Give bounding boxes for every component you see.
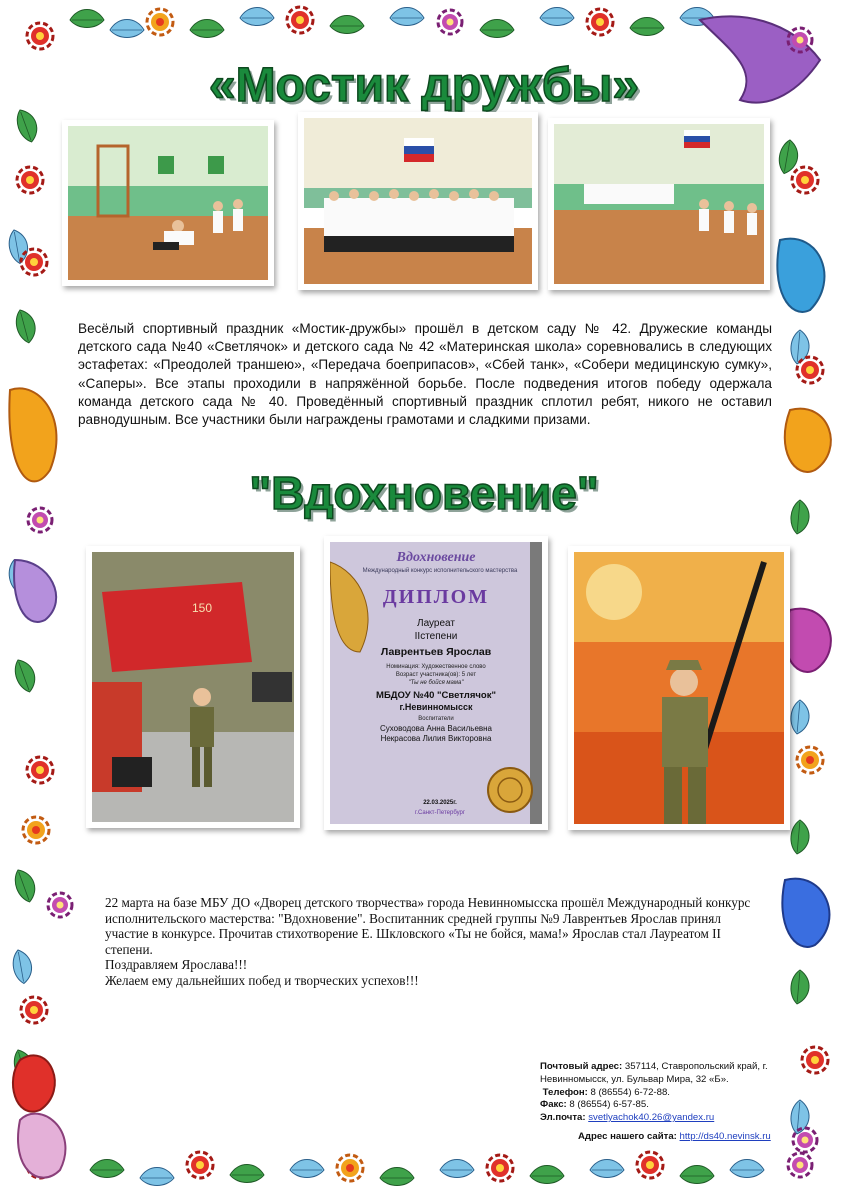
diploma-place: г.Санкт-Петербург bbox=[414, 810, 466, 816]
diploma-subheader: Международный конкурс исполнительского мастерства bbox=[362, 568, 518, 574]
postal-value: 357114, Ставропольский край, г. Невинномысск, ул. Бульвар Мира, 32 «Б». bbox=[540, 1061, 768, 1085]
article-text-vdokhnovenie bbox=[105, 895, 755, 989]
photo-teams-group bbox=[298, 112, 538, 290]
diploma-photo bbox=[324, 536, 548, 830]
postal-label: Почтовый адрес: bbox=[540, 1061, 623, 1072]
fax-label: Факс: bbox=[540, 1099, 567, 1111]
email-label: Эл.почта: bbox=[540, 1112, 586, 1124]
fax bbox=[540, 1099, 780, 1112]
diploma-degree-1: Лауреат bbox=[417, 618, 455, 629]
photo-relay-1 bbox=[62, 120, 274, 286]
title-vdokhnovenie: "Вдохновение" bbox=[249, 467, 599, 519]
svg-text:150: 150 bbox=[192, 601, 213, 615]
postal-address bbox=[540, 1061, 780, 1087]
contacts-block bbox=[540, 1061, 780, 1142]
paragraph2-wishes: Желаем ему дальнейших побед и творческих успехов!!! bbox=[105, 972, 419, 988]
diploma-city: г.Невинномысск bbox=[399, 702, 473, 712]
article-text-mostik: Весёлый спортивный праздник «Мостик-дружбы» прошёл в детском саду № 42. Дружеские команды детского сада №40 «Светлячок» и детского сада № 42 «Материнская школа» соревновались в следующих эстафетах: «Преодолей траншею», «Передача боеприпасов», «Сбей танк», «Собери медицинскую сумку», «Саперы». Все этапы проходили в напряжённой борьбе. После подведения итогов победу одержала команда детского сада № 40. Проведённый спортивный праздник сплотил ребят, никого не оставил равнодушным. Все участники были награждены грамотами и сладкими призами. bbox=[78, 321, 772, 428]
diploma-teacher-1: Суховодова Анна Васильевна bbox=[379, 724, 493, 733]
site-label: Адрес нашего сайта: bbox=[578, 1131, 677, 1142]
photo-boy-stage bbox=[568, 546, 790, 830]
fax-value: 8 (86554) 6-57-85. bbox=[569, 1099, 649, 1111]
diploma-header: Вдохновение bbox=[396, 550, 476, 565]
diploma-poem: "Ты не бойся мама" bbox=[408, 680, 464, 686]
email bbox=[540, 1112, 780, 1125]
site-link[interactable]: http://ds40.nevinsk.ru bbox=[679, 1131, 771, 1142]
paragraph2-congrats: Поздравляем Ярослава!!! bbox=[105, 957, 248, 973]
diploma-teacher-2: Некрасова Лилия Викторовна bbox=[380, 734, 492, 743]
title-mostik-druzhby: «Мостик дружбы» bbox=[208, 59, 640, 112]
diploma-age: Возраст участника(ов): 5 лет bbox=[395, 672, 477, 678]
phone-label: Телефон: bbox=[542, 1086, 588, 1098]
phone bbox=[540, 1087, 780, 1100]
site bbox=[578, 1131, 771, 1144]
photo-relay-2 bbox=[548, 118, 770, 290]
diploma-degree-2: IIстепени bbox=[414, 631, 458, 642]
diploma-nomination: Номинация: Художественное слово bbox=[386, 664, 486, 670]
email-link[interactable]: svetlyachok40.26@yandex.ru bbox=[588, 1112, 715, 1124]
phone-value: 8 (86554) 6-72-88. bbox=[590, 1086, 670, 1098]
diploma-org: МБДОУ №40 "Светлячок" bbox=[376, 690, 496, 701]
diploma-word: ДИПЛОМ bbox=[382, 586, 490, 608]
diploma-teacher-label: Воспитатели bbox=[418, 716, 454, 722]
paragraph2-main: 22 марта на базе МБУ ДО «Дворец детского творчества» города Невинномысска прошёл Международный конкурс исполнительского мастерства: "Вдохновение". Воспитанник средней группы №9 Лаврентьев Ярослав принял участие в конкурсе. Прочитав стихотворение Е. Шкловского «Ты не бойся, мама!» Ярослав стал Лауреатом II степени. bbox=[105, 895, 751, 957]
diploma-date: 22.03.2025г. bbox=[423, 800, 457, 806]
diploma-name: Лаврентьев Ярослав bbox=[380, 646, 492, 658]
photo-boy-banner bbox=[86, 546, 300, 828]
